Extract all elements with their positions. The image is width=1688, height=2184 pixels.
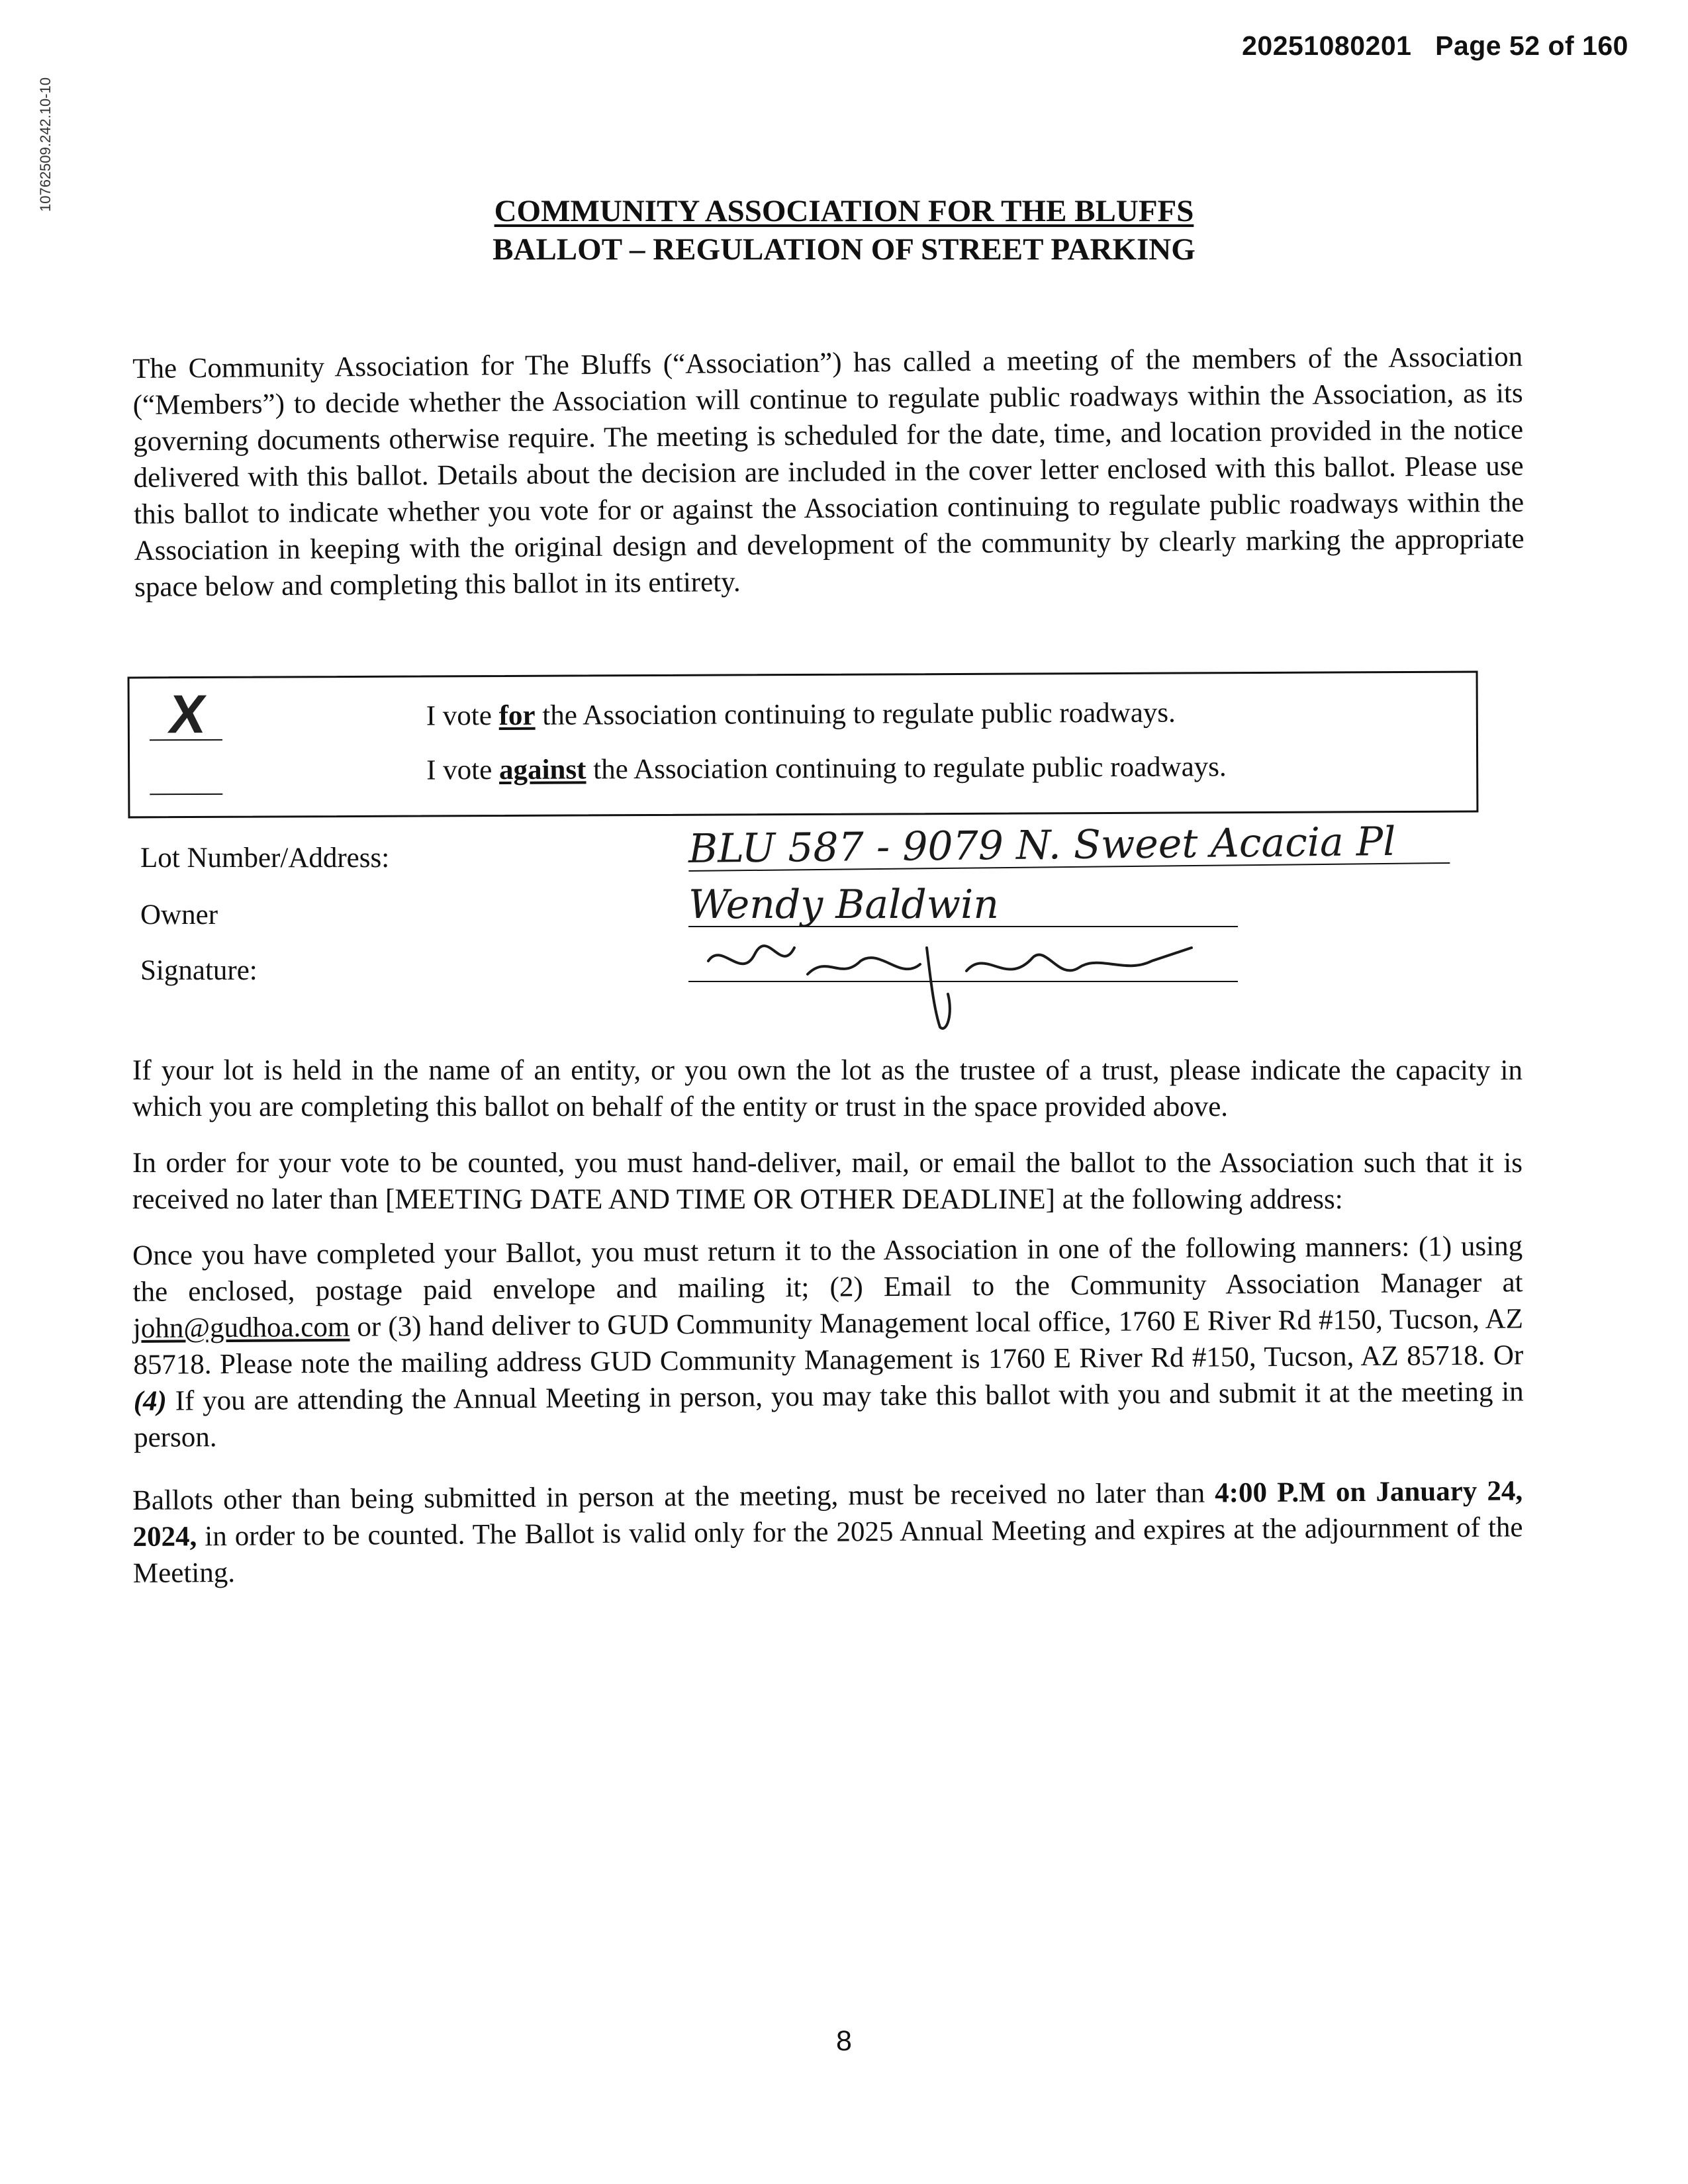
intro-paragraph: The Community Association for The Bluffs (“Association”) has called a meeting of the members of the Association (“Members”) to decide whether the Association will continue to regulate public roadways within the Association, as its governing documents otherwise require. The meeting is scheduled for the date, time, and location provided in the notice delivered with this ballot. Details about the decision are included in the cover letter enclosed with this ballot. Please use this ballot to indicate whether you vote for or against the Association continuing to regulate public roadways within the Association in keeping with the original design and development of the community by clearly marking the appropriate space below and completing this ballot in its entirety. — [132, 341, 1524, 603]
owner-field[interactable]: Wendy Baldwin — [688, 884, 1238, 927]
ballot-title: BALLOT – REGULATION OF STREET PARKING — [492, 232, 1196, 267]
ballots-deadline-paragraph: Ballots other than being submitted in person at the meeting, must be received no later than 4:00 P.M on January 24, 2024, in order to be counted. The Ballot is valid only for the 2025 Annual Meeting and expires at the adjournment of the Meeting. — [132, 1475, 1523, 1589]
vote-option-for[interactable] — [130, 684, 1476, 747]
signature-field[interactable] — [688, 938, 1238, 982]
association-title: COMMUNITY ASSOCIATION FOR THE BLUFFS — [494, 194, 1194, 228]
owner-label: Owner — [140, 899, 218, 931]
document-number: 20251080201 — [1242, 30, 1412, 61]
return-paragraph: Once you have completed your Ballot, you must return it to the Association in one of the following manners: (1) using the enclosed, postage paid envelope and mailing it; (2) Email to the Community Association Manager at john@gudhoa.com or (3) hand deliver to GUD Community Management local office, 1760 E River Rd #150, Tucson, AZ 85718. Please note the mailing address GUD Community Management is 1760 E River Rd #150, Tucson, AZ 85718. Or (4) If you are attending the Annual Meeting in person, you may take this ballot with you and submit it at the meeting in person. — [132, 1230, 1524, 1453]
title-block — [0, 192, 1688, 269]
vote-for-mark-line[interactable] — [150, 684, 222, 745]
vote-for-label: I vote for the Association continuing to regulate public roadways. — [426, 697, 1176, 732]
vote-box — [128, 671, 1479, 819]
side-stamp: 10762509.242.10-10 — [37, 77, 54, 212]
handwritten-signature — [702, 934, 1218, 1034]
entity-paragraph: If your lot is held in the name of an entity, or you own the lot as the trustee of a trust, please indicate the capacity in which you are completing this ballot on behalf of the entity or trust in the space provided above. — [132, 1055, 1523, 1122]
vote-against-label: I vote against the Association continuing to regulate public roadways. — [426, 751, 1227, 786]
vote-option-against[interactable] — [130, 742, 1476, 801]
manager-email-link[interactable]: john@gudhoa.com — [132, 1311, 350, 1344]
lot-address-label: Lot Number/Address: — [140, 842, 390, 874]
deadline-paragraph: In order for your vote to be counted, you must hand-deliver, mail, or email the ballot to the Association such that it is received no later than [MEETING DATE AND TIME OR OTHER DEADLINE] at the following address: — [132, 1148, 1523, 1215]
deadline-datetime: 4:00 P.M on January 24, 2024, — [132, 1475, 1523, 1553]
vote-against-keyword: against — [498, 754, 586, 786]
vote-against-mark-line[interactable] — [150, 747, 222, 795]
document-header — [1242, 30, 1628, 62]
page-number: 8 — [836, 2025, 852, 2057]
item-4-marker: (4) — [133, 1385, 167, 1417]
lot-address-field[interactable]: BLU 587 - 9079 N. Sweet Acacia Pl — [688, 820, 1450, 872]
vote-for-keyword: for — [498, 700, 536, 732]
page-label: Page 52 of 160 — [1435, 30, 1628, 61]
signature-label: Signature: — [140, 955, 258, 986]
vote-for-mark: X — [165, 684, 210, 745]
